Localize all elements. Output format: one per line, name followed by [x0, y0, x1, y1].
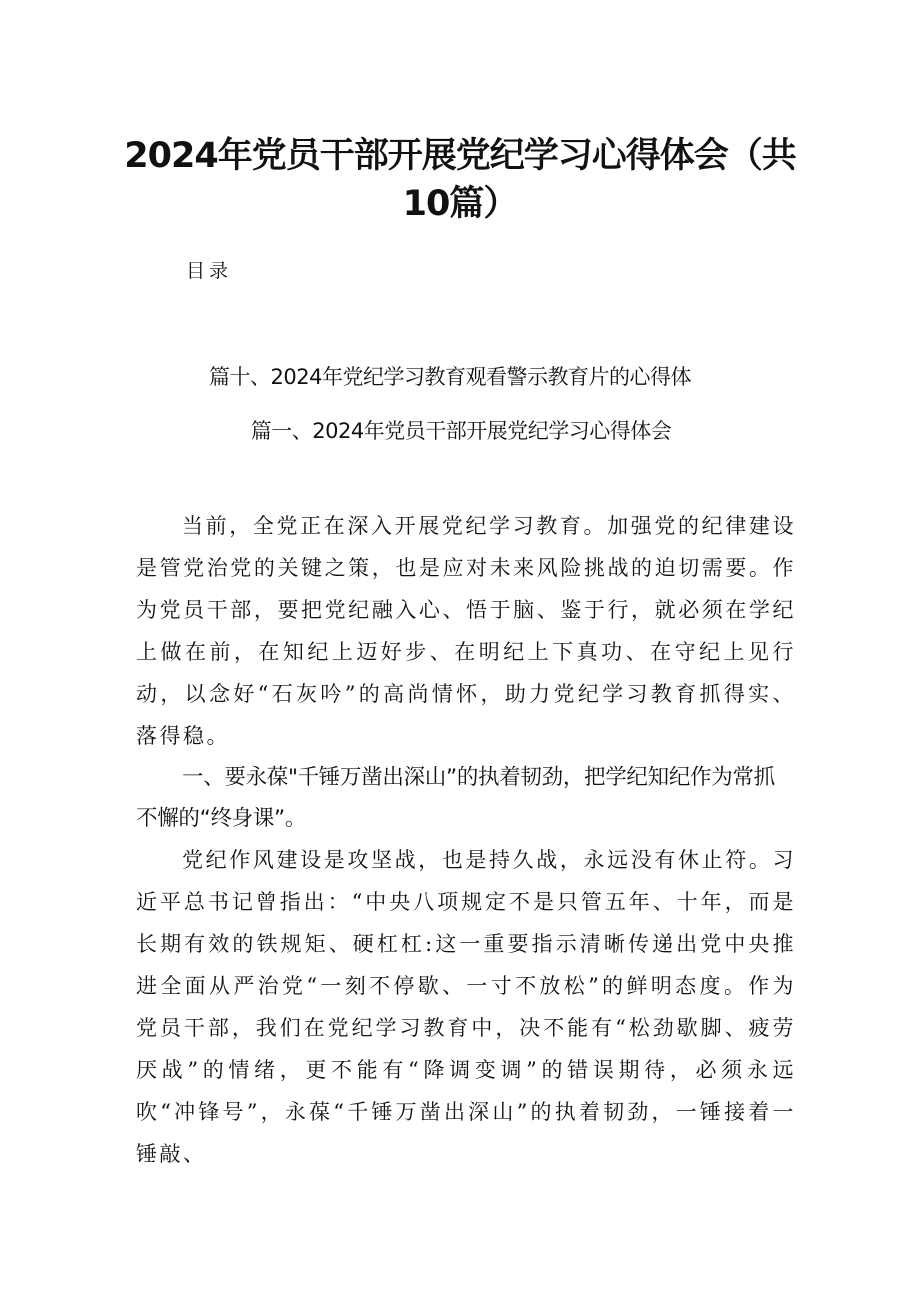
document-body: [136, 505, 796, 1175]
body-paragraph: 党纪作风建设是攻坚战，也是持久战，永远没有休止符。习近平总书记曾指出：“中央八项规定不是只管五年、十年，而是长期有效的铁规矩、硬杠杠:这一重要指示清晰传递出党中央推进全面从严治党“一刻不停歇、一寸不放松”的鲜明态度。作为党员干部，我们在党纪学习教育中，决不能有“松劲歇脚、疲劳厌战”的情绪，更不能有“降调变调”的错误期待，必须永远吹“冲锋号”，永葆“千锤万凿出深山”的执着韧劲，一锤接着一锤敲、: [136, 848, 796, 1166]
toc-item[interactable]: 篇一、2024年党员干部开展党纪学习心得体会: [250, 419, 672, 443]
toc-item[interactable]: 篇十、2024年党纪学习教育观看警示教育片的心得体: [209, 365, 691, 389]
table-of-contents: [0, 350, 920, 458]
section-heading: 一、要永葆"千锤万凿出深山”的执着韧劲，把学纪知纪作为常抓不懈的“终身课”。: [136, 765, 775, 831]
document-title: 2024年党员干部开展党纪学习心得体会（共10篇）: [124, 136, 796, 224]
toc-label: 目录: [186, 260, 233, 282]
body-paragraph: 当前，全党正在深入开展党纪学习教育。加强党的纪律建设是管党治党的关键之策，也是应对未来风险挑战的迫切需要。作为党员干部，要把党纪融入心、悟于脑、鉴于行，就必须在学纪上做在前，在知纪上迈好步、在明纪上下真功、在守纪上见行动，以念好“石灰吟”的高尚情怀，助力党纪学习教育抓得实、落得稳。: [136, 514, 796, 748]
